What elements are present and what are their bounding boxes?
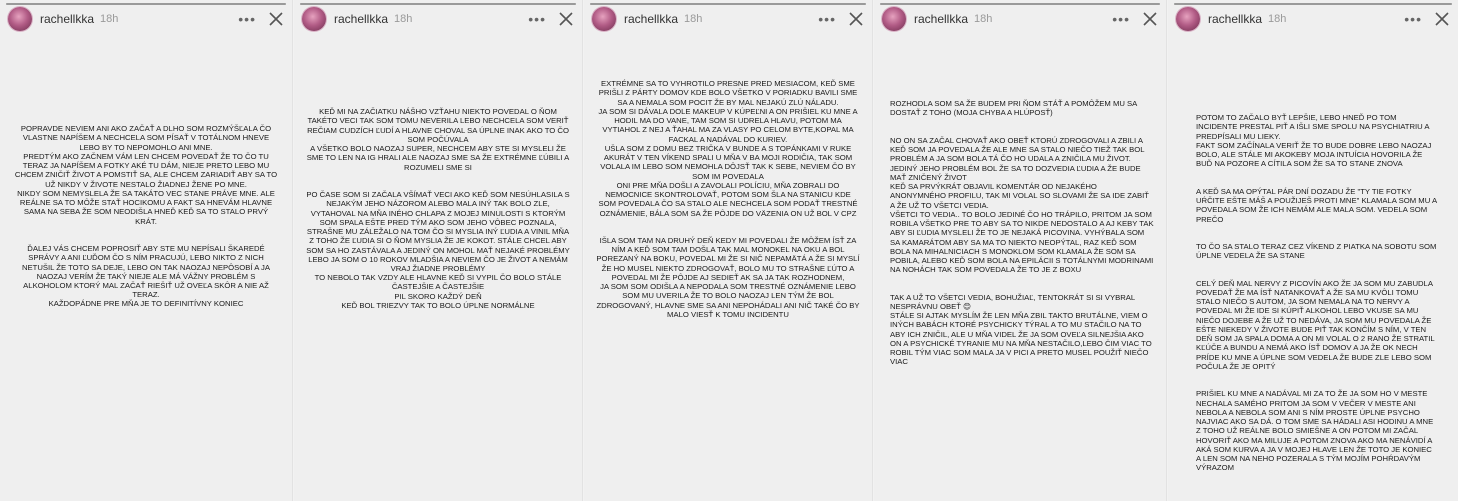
username[interactable]: rachellkka [624, 12, 679, 26]
avatar[interactable] [302, 7, 326, 31]
timestamp: 18h [1268, 13, 1287, 25]
close-icon[interactable] [558, 11, 574, 27]
story-paragraph: ĎALEJ VÁS CHCEM POPROSIŤ ABY STE MU NEPÍSALI ŠKAREDÉ SPRÁVY A ANI ĽUĎOM ČO S NÍM PRACUJÚ, LEBO NIKTO Z NICH NETUŠIL ŽE TOTO SA DEJE, LEBO ON TAK NAOZAJ NEPÔSOBÍ A JA NAOZAJ VERÍM ŽE TAKÝ NIEJE ALE MÁ VÁŽNY PROBLÉM S ALKOHOLOM KTORÝ MAL ZAČAŤ RIEŠIŤ UŽ OVEĽA SKÔR A NIE AŽ TERAZ. KAŽDOPÁDNE PRE MŇA JE TO DEFINITÍVNY KONIEC [21, 244, 271, 309]
story-text [1196, 104, 1438, 482]
story-paragraph: IŠLA SOM TAM NA DRUHÝ DEŇ KEDY MI POVEDALI ŽE MÔŽEM ÍSŤ ZA NÍM A KEĎ SOM TAM DOŠLA TAK MAL MONOKEL NA OKU A BOL POREZANÝ NA BOKU, POVEDAL MI ŽE SI NIČ NEPAMÄTÁ A ŽE SI MYSLÍ ŽE HO MUSEL NIEKTO ZDROGOVAŤ, BOLO MU TO STRAŠNE ĽÚTO A POVEDAL MI ŽE PÔJDE AJ SEDIEŤ AK SA JA TAK ROZHODNEM, JA SOM SOM ODIŠLA A NEPODALA SOM TRESTNÉ OZNÁMENIE LEBO SOM MU UVERILA ŽE TO BOLO NAOZAJ LEN TÝM ŽE BOL ZDROGOVANÝ, HLAVNE SME SA ANI NEPOHÁDALI ANI NIČ TAKÉ ČO BY MALO VIESŤ K TOMU INCIDENTU [596, 235, 860, 319]
story-text [596, 70, 860, 328]
story-paragraph: PO ČASE SOM SI ZAČALA VŠÍMAŤ VECI AKO KEĎ SOM NESÚHLASILA S NEJAKÝM JEHO NÁZOROM ALEBO MALA INÝ TAK BOLO ZLE, VYTAHOVAL NA MŇA INÉHO CHLAPA Z MOJEJ MINULOSTI S KTORÝM SOM SPALA EŠTE PRED TÝM AKO SOM JEHO VÔBEC POZNALA, STRAŠNE MU ZÁLEŽALO NA TOM ČO SI MYSLIA INÝ ĽUDIA A VINIL MŇA Z TOHO ŽE ĽUDIA SI O ŇOM MYSLIA ŽE JE KOKOT. STÁLE CHCEL ABY SOM SA HO ZASTÁVALA A JEDINÝ ON MOHOL MAŤ NEJAKÉ PROBLÉMY LEBO JA SOM O 10 ROKOV MLADŠIA A NEVIEM ČO JE ŽIVOT A NEMÁM VRAJ ŽIADNE PROBLÉMY TO NEBOLO TAK VZDY ALE HLAVNE KEĎ SI VYPIL ČO BOLO STÁLE ČASTEJŠIE A ČASTEJŠIE PIL SKORO KAŽDÝ DEŇ KEĎ BOL TRIEZVY TAK TO BOLO ÚPLNE NORMÁLNE [306, 190, 570, 310]
avatar[interactable] [592, 7, 616, 31]
story-paragraph: POTOM TO ZAČALO BYŤ LEPŠIE, LEBO HNEĎ PO TOM INCIDENTE PRESTAL PIŤ A IŠLI SME SPOLU NA PSYCHIATRIU A PREDPÍSALI MU LIEKY. FAKT SOM ZAČÍNALA VERIŤ ŽE TO BUDE DOBRE LEBO NAOZAJ BOLO, ALE STÁLE MI AKOKEBY MOJA INTUÍCIA HOVORILA ŽE BUĎ NA POZORE A CÍTILA SOM ŽE SA TO STANE ZNOVA [1196, 113, 1432, 169]
story-text [12, 115, 280, 318]
username[interactable]: rachellkka [334, 12, 389, 26]
avatar[interactable] [8, 7, 32, 31]
close-icon[interactable] [1142, 11, 1158, 27]
story-text [306, 98, 570, 319]
story-progress-bar [300, 3, 576, 5]
story-progress-bar [6, 3, 286, 5]
timestamp: 18h [974, 13, 993, 25]
story-paragraph: POPRAVDE NEVIEM ANI AKO ZAČAŤ A DLHO SOM ROZMÝŠĽALA ČO VLASTNE NAPÍŠEM A NECHCELA SOM PÍSAŤ V TOTÁLNOM HNEVE LEBO BY TO NEPOMOHLO ANI MNE. PREDTÝM AKO ZAČNEM VÁM LEN CHCEM POVEDAŤ ŽE TO ČO TU TERAZ JA NAPÍŠEM A FOTKY AKÉ TU DÁM, NIEJE PRETO LEBO MU CHCEM ZNIČIŤ ŽIVOT A POMSTIŤ SA, ALE CHCEM ZARIADIŤ ABY SA TO UŽ NIKDY V ŽIVOTE NESTALO ŽIADNEJ ŽENE PO MNE. NIKDY SOM NEMYSLELA ŽE SA TAKÁTO VEC STANE PRÁVE MNE. ALE REÁLNE SA TO MÔŽE STAŤ HOCIKOMU A FAKT SA HNEVÁM HLAVNE SAMA NA SEBA ŽE SOM NEODIŠLA HNEĎ KEĎ SA TO STALO PRVÝ KRÁT. [14, 124, 278, 226]
close-icon[interactable] [848, 11, 864, 27]
story-text [890, 90, 1154, 376]
story-progress-bar [880, 3, 1160, 5]
story-header [592, 6, 864, 32]
avatar[interactable] [1176, 7, 1200, 31]
story-progress-bar [590, 3, 866, 5]
avatar[interactable] [882, 7, 906, 31]
story-paragraph: KEĎ MI NA ZAČIATKU NÁŠHO VZŤAHU NIEKTO POVEDAL O ŇOM TAKÉTO VECI TAK SOM TOMU NEVERILA LEBO NECHCELA SOM VERIŤ REČIAM CUDZÍCH ĽUDÍ A HLAVNE CHOVAL SA ÚPLNE INAK AKO TO ČO SOM POČÚVALA A VŠETKO BOLO NAOZAJ SUPER, NECHCEM ABY STE SI MYSLELI ŽE SME TO LEN NA IG HRALI ALE NAOZAJ SME SA ŽE EXTRÉMNE ĽÚBILI A ROZUMELI SME SI [306, 107, 570, 172]
story-header [882, 6, 1158, 32]
story-paragraph: TO ČO SA STALO TERAZ CEZ VÍKEND Z PIATKA NA SOBOTU SOM ÚPLNE VEDELA ŽE SA STANE [1196, 242, 1437, 261]
story-paragraph: NO ON SA ZAČAL CHOVAŤ AKO OBEŤ KTORÚ ZDROGOVALI A ZBILI A KEĎ SOM JA POVEDALA ŽE ALE MNE SA STALO NIEČO TIEŽ TAK BOL PROBLÉM A JA SOM BOLA TÁ ČO HO UDALA A ZNIČILA MU ŽIVOT. JEDINÝ JEHO PROBLÉM BOL ŽE SA TO DOZVEDIA ĽUDIA A ŽE BUDE MAŤ ZNIČENÝ ŽIVOT KEĎ SA PRVÝKRÁT OBJAVIL KOMENTÁR OD NEJAKÉHO ANONYMNÉHO PROFILU, TAK MI VOLAL SO SLOVAMI ŽE SA IDE ZABIŤ A ŽE UŽ TO VŠETCI VEDIA. VŠETCI TO VEDIA.. TO BOLO JEDINÉ ČO HO TRÁPILO, PRITOM JA SOM ROBILA VŠETKO PRE TO ABY SA TO NIKDE NEDOSTALO A AJ KEBY TAK ABY SI ĽUDIA MYSLELI ŽE TO JE NEJAKÁ PICOVINA. VYHÝBALA SOM SA KAMARÁTOM ABY SA MA TO NIEKTO NEOPÝTAL, RAZ KEĎ SOM BOLA NA MIHALNICIACH S MONOKLOM SOM KLAMALA ŽE SOM SA POBILA, ALEBO KEĎ SOM BOLA NA EPILÁCII S TOTÁLNYMI MODRINAMI NA NOHÁCH TAK SOM POVEDALA ŽE TO JE Z BOXU [890, 135, 1154, 275]
story-paragraph: PRIŠIEL KU MNE A NADÁVAL MI ZA TO ŽE JA SOM HO V MESTE NECHALA SAMÉHO PRITOM JA SOM V VEČER V MESTE ANI NEBOLA A NEBOLA SOM ANI S NÍM PROSTE ÚPLNE PSYCHO NAJVIAC AKO SA DÁ. O TOM SME SA HÁDALI ASI HODINU A MNE Z TOHO UŽ REÁLNE BOLO SMIEŠNE A ON POTOM MI ZAČAL HOVORIŤ AKO MA MILUJE A POTOM ZNOVA AKO MA NENÁVIDÍ A AKÁ SOM KURVA A JA V MOJEJ HLAVE LEN ŽE TOTO JE KONIEC A LEN SOM NA NEHO POZERALA S TÝM MOJÍM POHŔDAVÝM VÝRAZOM [1196, 389, 1434, 473]
story-3[interactable] [584, 0, 873, 501]
username[interactable]: rachellkka [914, 12, 969, 26]
username[interactable]: rachellkka [1208, 12, 1263, 26]
story-4[interactable] [874, 0, 1167, 501]
more-icon[interactable]: ••• [818, 11, 836, 27]
story-header [302, 6, 574, 32]
timestamp: 18h [394, 13, 413, 25]
story-paragraph: EXTRÉMNE SA TO VYHROTILO PRESNE PRED MESIACOM, KEĎ SME PRIŠLI Z PÁRTY DOMOV KDE BOLO VŠETKO V PORIADKU BAVILI SME SA A NEMALA SOM POCIT ŽE BY MAL NEJAKÚ ZLÚ NÁLADU. JA SOM SI DÁVALA DOLE MAKEUP V KÚPEĽNI A ON PRIŠIEL KU MNE A HODIL MA DO VANE, TAM SOM SI UDRELA HLAVU, POTOM MA VYTIAHOL Z NEJ A ŤAHAL MA ZA VLASY PO CELOM BYTE,KOPAL MA FACKAL A NADÁVAL DO KURIEV. UŠLA SOM Z DOMU BEZ TRIČKA V BUNDE A S TOPÁNKAMI V RUKE AKURÁT V TEN VÍKEND SPALI U MŇA V BA MOJI RODIČIA, TAK SOM VOLALA IM LEBO SOM NEMOHLA DÔJSŤ TAK K SEBE, NEVIEM ČO BY SOM IM POVEDALA ONI PRE MŇA DOŠLI A ZAVOLALI POLÍCIU, MŇA ZOBRALI DO NEMOCNICE SKONTROLOVAŤ, POTOM SOM ŠLA NA STANICU KDE SOM POVEDALA ČO SA STALO ALE NECHCELA SOM PODAŤ TRESTNÉ OZNÁMENIE, BÁLA SOM SA ŽE PÔJDE DO VÄZENIA ON UŽ BOL V CPZ [598, 79, 858, 218]
close-icon[interactable] [1434, 11, 1450, 27]
timestamp: 18h [100, 13, 119, 25]
story-progress-bar [1174, 3, 1452, 5]
timestamp: 18h [684, 13, 703, 25]
story-paragraph: TAK A UŽ TO VŠETCI VEDIA, BOHUŽIAĽ, TENTOKRÁT SI SI VYBRAL NESPRÁVNU OBEŤ 😊 STÁLE SI AJTAK MYSLÍM ŽE LEN MŇA ZBIL TAKTO BRUTÁLNE, VIEM O INÝCH BABÁCH KTORÉ PSYCHICKY TÝRAL A TO MU STAČILO NA TO ABY ICH ZNIČIL, ALE U MŇA VIDEL ŽE JA SOM OVEĽA SILNEJŠIA AKO ON A PSYCHICKÉ TYRANIE MU NA MŇA NESTAČILO,LEBO ČIM VIAC TO ROBIL TÝM VIAC SOM MALA JA V PICI A PRETO MUSEL POUŽIŤ NIEČO VIAC [890, 292, 1152, 367]
story-progress-fill [300, 3, 576, 5]
more-icon[interactable]: ••• [528, 11, 546, 27]
story-progress-fill [1174, 3, 1452, 5]
username[interactable]: rachellkka [40, 12, 95, 26]
story-progress-fill [590, 3, 866, 5]
close-icon[interactable] [268, 11, 284, 27]
story-header [8, 6, 284, 32]
story-5[interactable] [1168, 0, 1458, 501]
story-2[interactable] [294, 0, 583, 501]
more-icon[interactable]: ••• [1112, 11, 1130, 27]
story-paragraph: CELÝ DEŇ MAL NERVY Z PICOVÍN AKO ŽE JA SOM MU ZABUDLA POVEDAŤ ŽE MA ÍSŤ NATANKOVAŤ A ŽE SA MU KVÔLI TOMU STALO NIEČO S AUTOM, JA SOM NEMALA NA TO NERVY A POVEDAL MI ŽE IDE SI KÚPIŤ ALKOHOL LEBO VKUSE SA MU NIEČO DOJEBE A ŽE UŽ TO NEDÁVA, JA SOM MU POVEDALA ŽE EŠTE NIEKEDY V ŽIVOTE BUDE PIŤ TAK KONČÍM S NÍM, V TEN DEŇ SOM JA SPALA DOMA A ON MI VOLAL O 2 RANO ŽE STRATIL KĽÚČE A BUNDU A NEMÁ AKO ÍSŤ DOMOV A JA ŽE OK NECH PRÍDE KU MNE A ÚPLNE SOM VEDELA ŽE BUDE ZLE LEBO SOM POČUL​A ŽE JE OPITÝ [1196, 278, 1435, 371]
story-paragraph: ROZHODLA SOM SA ŽE BUDEM PRI ŇOM STÁŤ A POMÔŽEM MU SA DOSTAŤ Z TOHO (MOJA CHYBA A HLÚPOSŤ) [890, 99, 1137, 118]
story-progress-fill [6, 3, 286, 5]
story-paragraph: A KEĎ SA MA OPÝTAL PÁR DNÍ DOZADU ŽE "TY TIE FOTKY UŔČITE EŠTE MÁŠ A POUŽIJEŠ PROTI MNE" KLAMALA SOM MU A POVEDALA SOM ŽE ICH NEMÁM ALE MALA SOM. VEDELA SOM PREČO [1196, 186, 1437, 224]
more-icon[interactable]: ••• [238, 11, 256, 27]
story-1[interactable] [0, 0, 293, 501]
story-header [1176, 6, 1450, 32]
more-icon[interactable]: ••• [1404, 11, 1422, 27]
story-progress-fill [880, 3, 1160, 5]
